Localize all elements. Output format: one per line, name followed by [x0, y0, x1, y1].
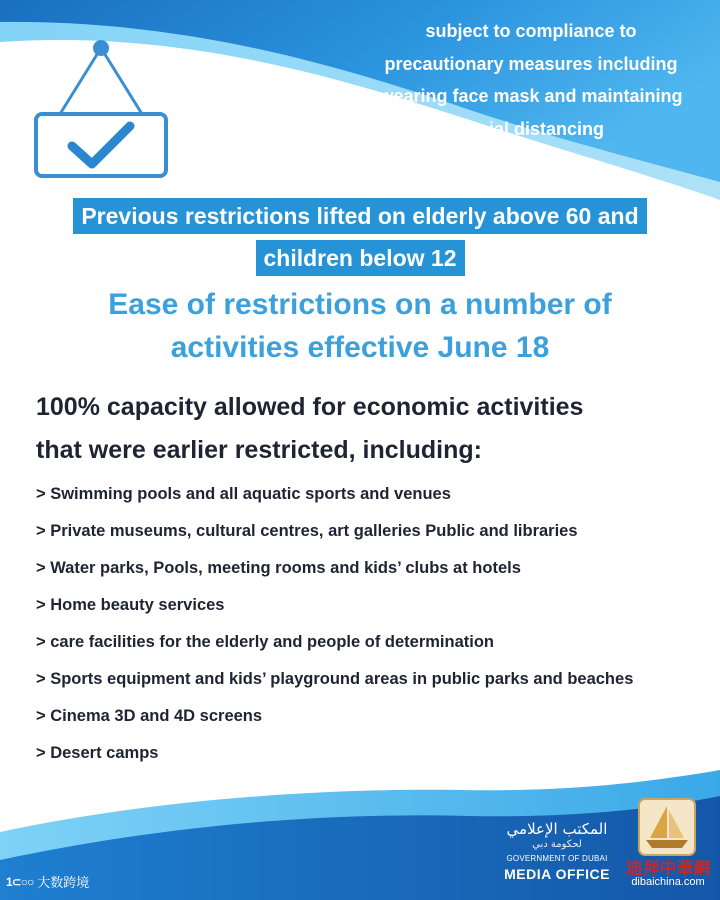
list-item: > Desert camps — [36, 744, 159, 762]
logo-media-office-text: MEDIA OFFICE — [504, 866, 610, 882]
highlight-line: children below 12 — [256, 240, 465, 276]
list-item: > Sports equipment and kids’ playground areas in public parks and beaches — [36, 670, 634, 688]
list-item: > Home beauty services — [36, 596, 225, 614]
compliance-note — [345, 15, 717, 145]
list-item: > Private museums, cultural centres, art galleries Public and libraries — [36, 522, 578, 540]
headline-line: activities effective June 18 — [170, 331, 550, 364]
subhead-line: that were earlier restricted, including: — [36, 436, 482, 464]
watermark-right-site: dibaichina.com — [631, 876, 705, 888]
dhow-badge-icon — [638, 798, 696, 856]
capacity-subheading — [36, 386, 696, 472]
watermark-left — [6, 872, 89, 891]
watermark-left-text: 大数跨境 — [37, 875, 90, 890]
list-item: > care facilities for the elderly and people of determination — [36, 633, 494, 651]
restrictions-lifted-banner — [0, 198, 720, 282]
highlight-line: Previous restrictions lifted on elderly above 60 and — [73, 198, 646, 234]
headline-line: Ease of restrictions on a number of — [108, 288, 612, 321]
note-line: social distancing — [457, 118, 605, 139]
logo-arabic-line: المكتب الإعلامي — [506, 820, 608, 838]
dubai-media-office-logo — [498, 820, 616, 883]
watermark-right-chinese: 迪拜中華網 — [625, 859, 711, 879]
list-item: > Water parks, Pools, meeting rooms and kids’ clubs at hotels — [36, 559, 521, 577]
page-headline — [0, 283, 720, 369]
logo-government-text: GOVERNMENT OF DUBAI — [506, 854, 608, 863]
list-item: > Swimming pools and all aquatic sports and venues — [36, 485, 451, 503]
note-line: wearing face mask and maintaining — [379, 86, 683, 106]
watermark-right — [618, 798, 718, 898]
checkmark-sign-icon — [30, 36, 172, 181]
note-line: precautionary measures including — [384, 53, 678, 74]
note-line: subject to compliance to — [425, 21, 637, 41]
list-item: > Cinema 3D and 4D screens — [36, 707, 263, 725]
watermark-left-glyph: 1⊂○○ — [6, 874, 34, 889]
logo-arabic-subline: لحكومة دبي — [532, 839, 582, 850]
subhead-line: 100% capacity allowed for economic activities — [36, 393, 584, 421]
activities-list — [36, 480, 706, 776]
